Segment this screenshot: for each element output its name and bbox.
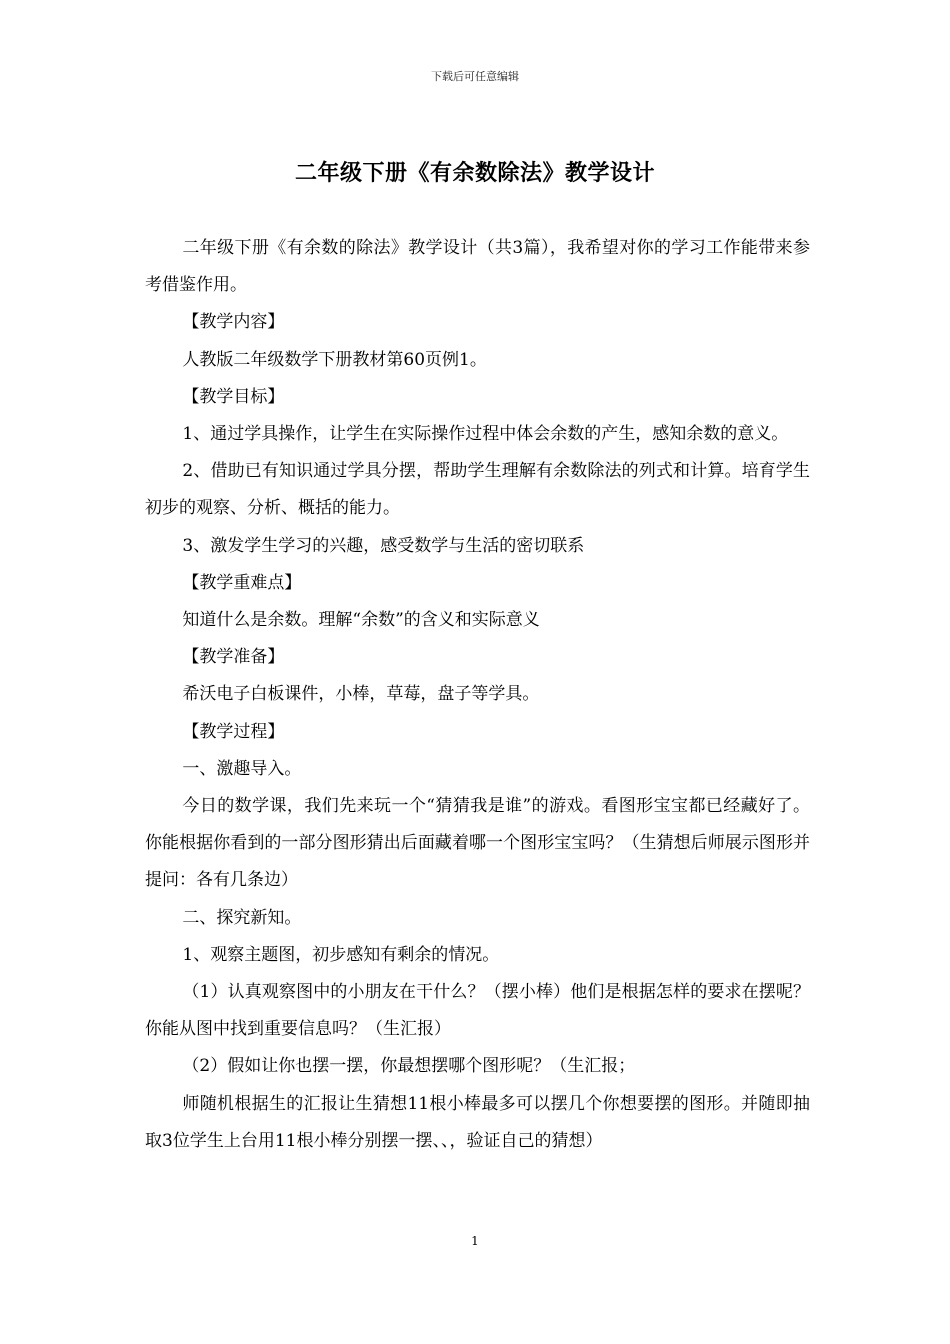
process-step-2-heading: 二、探究新知。	[182, 907, 302, 928]
paragraph-question-2: （2）假如让你也摆一摆，你最想摆哪个图形呢？（生汇报；	[182, 1056, 636, 1077]
paragraph-content: 人教版二年级数学下册教材第60页例1。	[182, 349, 487, 370]
goal-item-2: 2、借助已有知识通过学具分摆，帮助学生理解有余数除法的列式和计算。培育学生初步的观察、分析、概括的能力。	[145, 461, 810, 519]
paragraph-key-points: 知道什么是余数。理解“余数”的含义和实际意义	[182, 610, 540, 631]
goal-item-3: 3、激发学生学习的兴趣，感受数学与生活的密切联系	[182, 535, 585, 556]
process-step-1-heading: 一、激趣导入。	[182, 758, 302, 779]
paragraph-preparation: 希沃电子白板课件，小棒，草莓，盘子等学具。	[182, 684, 540, 705]
document-title: 二年级下册《有余数除法》教学设计	[294, 160, 655, 186]
paragraph-observe: 1、观察主题图，初步感知有剩余的情况。	[182, 944, 500, 965]
paragraph-question-1: （1）认真观察图中的小朋友在干什么？（摆小棒）他们是根据怎样的要求在摆呢？你能从图中找到重要信息吗？（生汇报）	[145, 982, 810, 1040]
page-header-note: 下载后可任意编辑	[431, 70, 519, 83]
intro-paragraph: 二年级下册《有余数的除法》教学设计（共3篇），我希望对你的学习工作能带来参考借鉴作用。	[145, 238, 810, 296]
section-heading-process: 【教学过程】	[182, 721, 285, 742]
section-heading-goals: 【教学目标】	[182, 386, 285, 407]
section-heading-key-points: 【教学重难点】	[182, 572, 302, 593]
paragraph-teacher-activity: 师随机根据生的汇报让生猜想11根小棒最多可以摆几个你想要摆的图形。并随即抽取3位学生上台用11根小棒分别摆一摆、、，验证自己的猜想）	[145, 1093, 810, 1151]
paragraph-warmup: 今日的数学课，我们先来玩一个“猜猜我是谁”的游戏。看图形宝宝都已经藏好了。你能根据你看到的一部分图形猜出后面藏着哪一个图形宝宝吗？（生猜想后师展示图形并提问：各有几条边）	[145, 796, 810, 891]
page-number: 1	[471, 1234, 479, 1248]
goal-item-1: 1、通过学具操作，让学生在实际操作过程中体会余数的产生，感知余数的意义。	[182, 424, 789, 445]
section-heading-content: 【教学内容】	[182, 312, 285, 333]
section-heading-preparation: 【教学准备】	[182, 647, 285, 668]
document-body	[145, 230, 810, 1160]
